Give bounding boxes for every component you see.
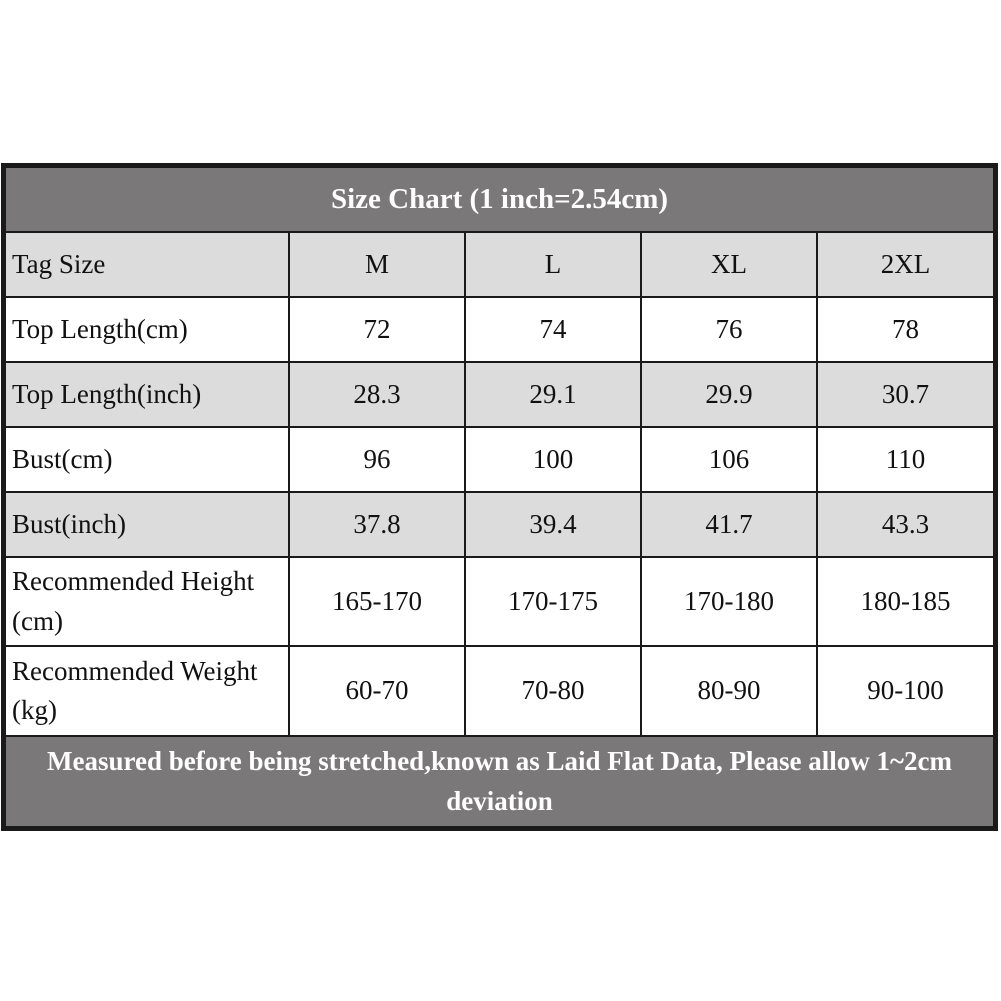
table-cell: 29.9 bbox=[641, 362, 817, 427]
size-chart-table bbox=[4, 166, 995, 828]
table-cell: 96 bbox=[289, 427, 465, 492]
table-row bbox=[5, 427, 994, 492]
title-row bbox=[5, 167, 994, 232]
table-cell: 39.4 bbox=[465, 492, 641, 557]
table-cell: 90-100 bbox=[817, 646, 994, 735]
size-l-header: L bbox=[465, 232, 641, 297]
table-cell: 110 bbox=[817, 427, 994, 492]
table-row bbox=[5, 492, 994, 557]
table-cell: 30.7 bbox=[817, 362, 994, 427]
row-label: Bust(cm) bbox=[5, 427, 289, 492]
table-cell: 28.3 bbox=[289, 362, 465, 427]
row-label: Top Length(inch) bbox=[5, 362, 289, 427]
table-cell: 170-180 bbox=[641, 557, 817, 646]
row-label: Recommended Weight (kg) bbox=[5, 646, 289, 735]
table-cell: 29.1 bbox=[465, 362, 641, 427]
table-row bbox=[5, 297, 994, 362]
table-cell: 180-185 bbox=[817, 557, 994, 646]
table-row bbox=[5, 362, 994, 427]
table-cell: 106 bbox=[641, 427, 817, 492]
row-label: Top Length(cm) bbox=[5, 297, 289, 362]
table-cell: 170-175 bbox=[465, 557, 641, 646]
size-m-header: M bbox=[289, 232, 465, 297]
note-row bbox=[5, 736, 994, 827]
table-cell: 74 bbox=[465, 297, 641, 362]
table-cell: 100 bbox=[465, 427, 641, 492]
table-row bbox=[5, 557, 994, 646]
size-2xl-header: 2XL bbox=[817, 232, 994, 297]
row-label: Bust(inch) bbox=[5, 492, 289, 557]
table-cell: 76 bbox=[641, 297, 817, 362]
table-cell: 165-170 bbox=[289, 557, 465, 646]
table-cell: 37.8 bbox=[289, 492, 465, 557]
header-row bbox=[5, 232, 994, 297]
chart-title: Size Chart (1 inch=2.54cm) bbox=[5, 167, 994, 232]
size-chart bbox=[1, 163, 998, 831]
size-xl-header: XL bbox=[641, 232, 817, 297]
row-label: Recommended Height (cm) bbox=[5, 557, 289, 646]
table-cell: 43.3 bbox=[817, 492, 994, 557]
table-cell: 72 bbox=[289, 297, 465, 362]
table-cell: 60-70 bbox=[289, 646, 465, 735]
table-cell: 41.7 bbox=[641, 492, 817, 557]
table-cell: 80-90 bbox=[641, 646, 817, 735]
table-cell: 70-80 bbox=[465, 646, 641, 735]
table-row bbox=[5, 646, 994, 735]
table-cell: 78 bbox=[817, 297, 994, 362]
measurement-note: Measured before being stretched,known as Laid Flat Data, Please allow 1~2cm deviation bbox=[5, 736, 994, 827]
tag-size-label: Tag Size bbox=[5, 232, 289, 297]
